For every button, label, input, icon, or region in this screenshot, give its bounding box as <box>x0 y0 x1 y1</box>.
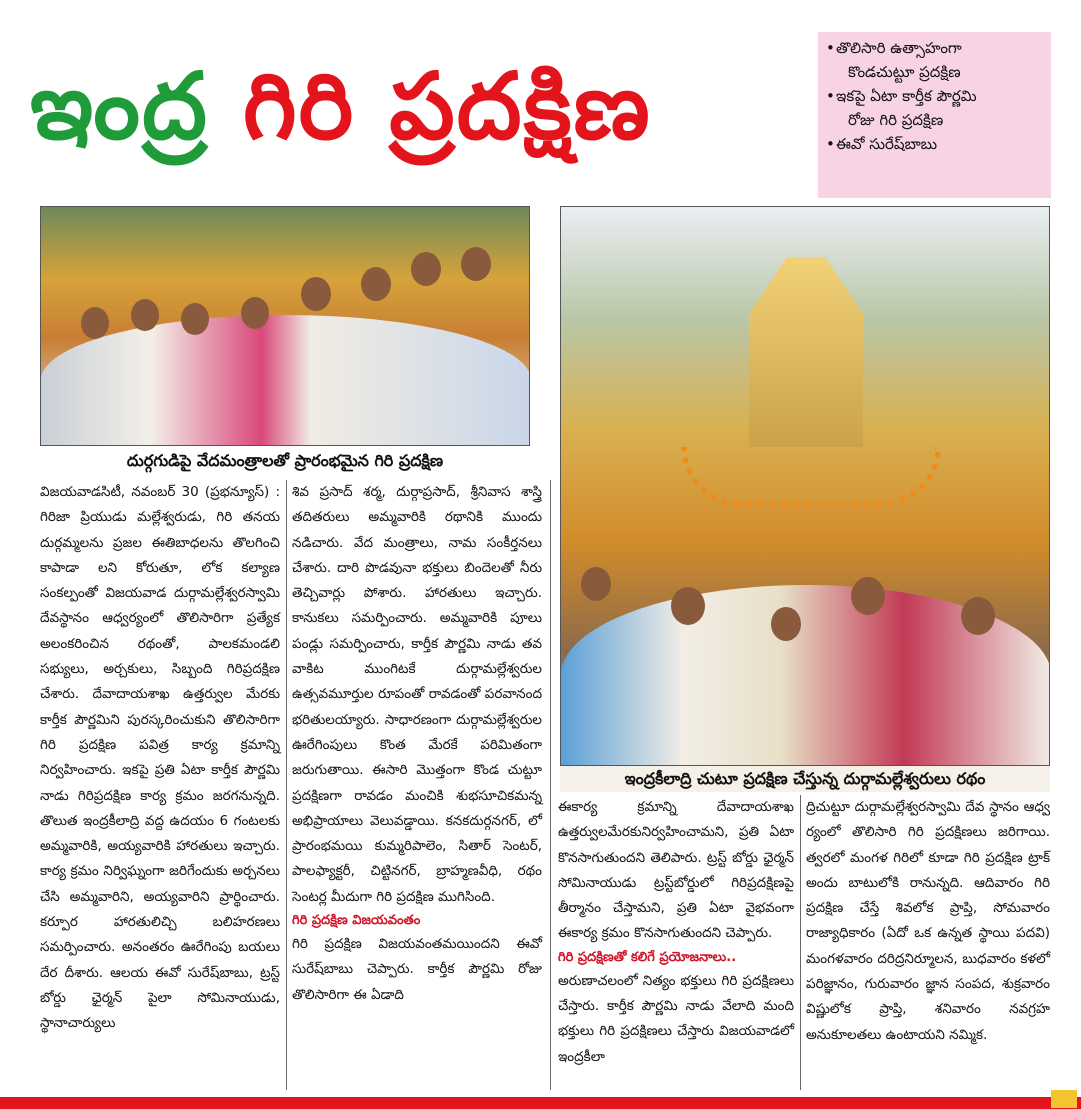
highlight-item: రోజు గిరి ప్రదక్షిణ <box>848 111 944 129</box>
article-paragraph: శివ ప్రసాద్ శర్మ, దుర్గాప్రసాద్, శ్రీనివాస శాస్త్రి తదితరులు అమ్మవారికి రథానికి ముందు నడిచారు. వేద మంత్రాలు, నామ సంకీర్తనలు చేశారు. దారి పొడవునా భక్తులు బిందెలతో నీరు తెచ్చివార్లు పోశారు. హారతులు ఇచ్చారు. కానుకలు సమర్పించారు. అమ్మవారికి పూలు పండ్లు సమర్పించారు, కార్తీక పౌర్ణమి నాడు తవ వాకిట ముంగిటకే దుర్గామల్లేశ్వరుల ఉత్సవమూర్తుల రూపంతో రావడంతో పరవానంద భరితులయ్యారు. సాధారణంగా దుర్గామల్లేశ్వరుల ఊరేగింపులు కొంత మేరకే పరిమితంగా జరుగుతాయి. ఈసారి మొత్తంగా కొండ చుట్టూ ప్రదక్షిణగా రావడం మంచికి శుభసూచికమన్న అభిప్రాయాలు వెలువడ్డాయి. కనకదుర్గనగర్, లో ప్రారంభమయి కుమ్మరిపాలెం, సితార్ సెంటర్, పాలఫ్యాక్టరీ, చిట్టినగర్, బ్రాహ్మణవీధి, రథం సెంటర్ల మీదుగా గిరి ప్రదక్షిణ ముగిసింది. <box>292 484 542 905</box>
headline <box>30 22 820 192</box>
highlight-item: •తొలిసారి ఉత్సాహంగా <box>826 36 1043 60</box>
photo-chariot <box>560 206 1050 766</box>
bullet-icon: • <box>826 87 835 105</box>
headline-word-giri-pradakshina: గిరి ప్రదక్షిణ <box>243 53 652 160</box>
article-paragraph: గిరి ప్రదక్షిణ విజయవంతమయిందని ఈవో సురేష్‌బాబు చెప్పారు. కార్తీక పౌర్ణమి రోజు తొలిసారిగా ఈ ఏడాది <box>292 936 542 1003</box>
headline-word-indra: ఇంద్ర <box>30 53 209 160</box>
article-column-4 <box>806 795 1050 1090</box>
article-paragraph: ద్రిచుట్టూ దుర్గామల్లేశ్వరస్వామి దేవ స్థానం ఆధ్వ ర్యంలో తొలిసారి గిరి ప్రదక్షిణలు జరిగాయి. త్వరలో మంగళ గిరిలో కూడా గిరి ప్రదక్షిణ ట్రాక్ అందు బాటులోకి రానున్నది. ఆదివారం గిరి ప్రదక్షిణ చేస్తే శివలోక ప్రాప్తి, సోమవారం రాజ్యాధికారం (ఏదో ఒక ఉన్నత స్థాయి పదవి) మంగళవారం దరిద్రనిర్మూలన, బుధవారం కళలో పరిజ్ఞానం, గురువారం జ్ఞాన సంపద, శుక్రవారం విష్ణులోక ప్రాప్తి, శనివారం నవగ్రహ అనుకూలతలు ఉంటాయని నమ్మిక. <box>806 799 1050 1043</box>
highlight-item: •ఈవో సురేష్‌బాబు <box>826 132 1043 156</box>
highlight-item: కొండచుట్టూ ప్రదక్షిణ <box>848 63 961 81</box>
highlight-item: •ఇకపై ఏటా కార్తీక పౌర్ణమి <box>826 84 1043 108</box>
photo2-caption: ఇంద్రకీలాద్రి చుటూ ప్రదక్షిణ చేస్తున్న దుర్గామల్లేశ్వరులు రథం <box>560 766 1050 792</box>
article-paragraph: అరుణాచలంలో నిత్యం భక్తులు గిరి ప్రదక్షిణలు చేస్తారు. కార్తీక పౌర్ణమి నాడు వేలాది మంది భక్తులు గిరి ప్రదక్షిణలు చేస్తారు విజయవాడలో ఇంద్రకీలా <box>558 972 794 1065</box>
column-divider <box>286 480 287 1090</box>
bullet-icon: • <box>826 135 835 153</box>
article-paragraph: విజయవాడసిటీ, నవంబర్ 30 (ప్రభన్యూస్) : గిరిజా ప్రియుడు మల్లేశ్వరుడు, గిరి తనయ దుర్గమ్మలను ప్రజల ఈతిబాధలను తొలగించి కాపాడా లని కోరుతూ, లోక కల్యాణ సంకల్పంతో విజయవాడ దుర్గామల్లేశ్వరస్వామి దేవస్థానం ఆధ్వర్యంలో తొలిసారిగా ప్రత్యేక అలంకరించిన రథంతో, పాలకమండలి సభ్యులు, అర్చకులు, సిబ్బంది గిరిప్రదక్షిణ చేశారు. దేవాదాయశాఖ ఉత్తర్వుల మేరకు కార్తీక పౌర్ణమిని పురస్కరించుకుని తొలిసారిగా గిరి ప్రదక్షిణ పవిత్ర కార్య క్రమాన్ని నిర్వహించారు. ఇకపై ప్రతి ఏటా కార్తీక పౌర్ణమి నాడు గిరిప్రదక్షిణ కార్య క్రమం జరగనున్నది. తొలుత ఇంద్రకీలాద్రి వద్ద ఉదయం 6 గంటలకు అమ్మవారికి, అయ్యవారికి హారతులు ఇచ్చారు. కార్య క్రమం నిర్విఘ్నంగా జరిగేందుకు అర్చనలు చేసి అమ్మవారిని, అయ్యవారిని ప్రార్థించారు. కర్పూర హారతులిచ్చి బలిహరణలు సమర్పించారు. అనంతరం ఊరేగింపు బయలు దేర దీశారు. ఆలయ ఈవో సురేష్‌బాబు, ట్రస్ట్ బోర్డు ఛైర్మన్ పైలా సోమినాయుడు, స్థానాచార్యులు <box>40 484 280 1032</box>
column-divider <box>800 795 801 1090</box>
subheading-benefits: గిరి ప్రదక్షిణతో కలిగే ప్రయోజనాలు.. <box>558 949 737 965</box>
article-paragraph: ఈకార్య క్రమాన్ని దేవాదాయశాఖ ఉత్తర్వులమేరకునిర్వహించామని, ప్రతి ఏటా కొనసాగుతుందని తెలిపారు. ట్రస్ట్ బోర్డు ఛైర్మన్ సోమినాయుడు ట్రస్ట్‌బోర్డులో గిరిప్రదక్షిణపై తీర్మానం చేస్తామని, ప్రతి ఏటా వైభవంగా ఈకార్య క్రమం కొనసాగుతుందని చెప్పారు. <box>558 799 794 942</box>
crown-icon <box>1051 1090 1077 1108</box>
column-divider <box>550 480 551 1090</box>
bottom-border <box>0 1097 1081 1109</box>
highlights-box <box>818 32 1051 198</box>
photo-priests-group <box>40 206 530 446</box>
article-column-2 <box>292 480 542 1090</box>
photo1-caption: దుర్గగుడిపై వేదమంత్రాలతో ప్రారంభమైన గిరి ప్రదక్షిణ <box>126 451 444 470</box>
article-column-1 <box>40 480 280 1090</box>
bullet-icon: • <box>826 39 835 57</box>
article-column-3 <box>558 795 794 1090</box>
subheading-success: గిరి ప్రదక్షిణ విజయవంతం <box>292 913 421 929</box>
